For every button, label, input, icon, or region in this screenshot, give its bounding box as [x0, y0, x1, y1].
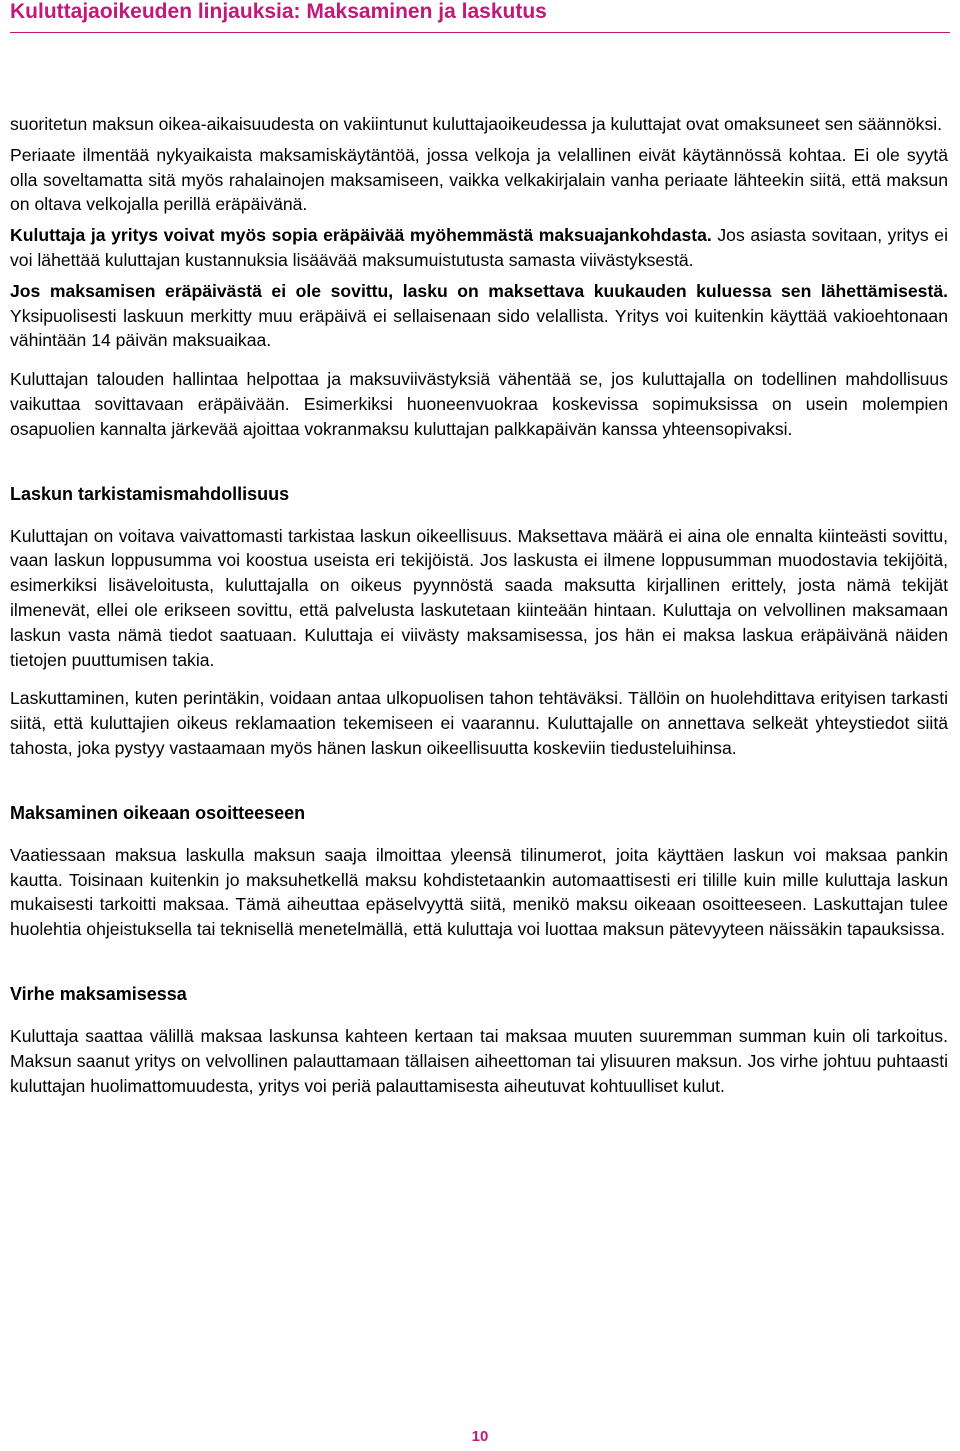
paragraph: Kuluttaja saattaa välillä maksaa laskunsa kahteen kertaan tai maksaa muuten suuremman summan kuin oli tarkoitus. Maksun saanut yritys on velvollinen palauttamaan tällaisen aiheettoman tai ylisuuren maksun. Jos virhe johtuu puhtaasti kuluttajan huolimattomuudesta, yritys voi periä palauttamisesta aiheutuvat kohtuulliset kulut. [10, 1025, 948, 1096]
paragraph [10, 279, 948, 353]
bold-statement: Kuluttaja ja yritys voivat myös sopia eräpäivää myöhemmästä maksuajankohdasta. [10, 225, 712, 246]
page-number: 10 [471, 1428, 489, 1445]
paragraph: Laskuttaminen, kuten perintäkin, voidaan antaa ulkopuolisen tahon tehtäväksi. Tällöin on huolehdittava erityisen tarkasti siitä, että kuluttajien oikeus reklamaation tekemiseen ei vaarannu. Kuluttajalle on annettava selkeät yhteystiedot siitä tahosta, joka pystyy vastaamaan myös hänen laskun oikeellisuutta koskeviin tiedusteluihinsa. [10, 688, 948, 758]
document-title: Kuluttajaoikeuden linjauksia: Maksaminen ja laskutus [10, 0, 547, 23]
section-heading: Virhe maksamisessa [10, 983, 187, 1004]
paragraph-text: Jos asiasta sovitaan, yritys ei voi lähettää kuluttajan kustannuksia lisäävää maksumuistutusta samasta viivästyksestä. [10, 225, 948, 270]
paragraph [10, 223, 948, 273]
section-heading: Laskun tarkistamismahdollisuus [10, 483, 290, 504]
paragraph-text: Yksipuolisesti laskuun merkitty muu eräpäivä ei sellaisenaan sido velallista. Yritys voi kuitenkin käyttää vakioehtonaan vähintään 14 päivän maksuaikaa. [10, 305, 948, 351]
header-divider [10, 32, 950, 33]
paragraph: Kuluttajan on voitava vaivattomasti tarkistaa laskun oikeellisuus. Maksettava määrä ei aina ole ennalta kiinteästi sovittu, vaan laskun loppusumma voi koostua useista eri tekijöistä. Jos laskusta ei ilmene loppusumman muodostavia tekijöitä, esimerkiksi lisäveloitusta, kuluttajalla on oikeus pyynnöstä saada maksutta kirjallinen erittely, josta nämä tekijät ilmenevät, ellei ole erikseen sovittu, että palvelusta laskutetaan kiinteään hintaan. Kuluttaja on velvollinen maksamaan laskun vasta nämä tiedot saatuaan. Kuluttaja ei viivästy maksamisessa, jos hän ei maksa laskua eräpäivänä näiden tietojen puuttumisen takia. [10, 525, 948, 670]
page-header [10, 0, 950, 33]
paragraph: Vaatiessaan maksua laskulla maksun saaja ilmoittaa yleensä tilinumerot, joita käyttäen laskun voi maksaa pankin kautta. Toisinaan kuitenkin jo maksuhetkellä maksu kohdistetaankin automaattisesti eri tilille kuin mille kuluttaja laskun mukaisesti tarkoitti maksaa. Tämä aiheuttaa epäselvyyttä siitä, menikö maksu oikeaan osoitteeseen. Laskuttajan tulee huolehtia ohjeistuksella tai teknisellä menetelmällä, että kuluttaja voi luottaa maksun pätevyyteen näissäkin tapauksissa. [10, 844, 948, 940]
document-body [10, 112, 948, 1112]
paragraph: Periaate ilmentää nykyaikaista maksamiskäytäntöä, jossa velkoja ja velallinen eivät käytännössä kohtaa. Ei ole syytä olla soveltamatta sitä myös rahalainojen maksamiseen, vaikka velkakirjalain vanha periaate lähteekin siitä, että maksun on oltava velkojalla perillä eräpäivänä. [10, 144, 948, 215]
section-heading: Maksaminen oikeaan osoitteeseen [10, 802, 306, 823]
paragraph: Kuluttajan talouden hallintaa helpottaa ja maksuviivästyksiä vähentää se, jos kuluttajalla on todellinen mahdollisuus vaikuttaa sovittavaan eräpäivään. Esimerkiksi huoneenvuokraa koskevissa sopimuksissa on usein molempien osapuolien kannalta järkevää ajoittaa vokranmaksu kuluttajan palkkapäivän kanssa yhteensopivaksi. [10, 369, 948, 439]
paragraph: suoritetun maksun oikea-aikaisuudesta on vakiintunut kuluttajaoikeudessa ja kuluttajat ovat omaksuneet sen säännöksi. [10, 114, 943, 134]
bold-statement: Jos maksamisen eräpäivästä ei ole sovittu, lasku on maksettava kuukauden kuluessa sen lähettämisestä. [10, 280, 948, 301]
